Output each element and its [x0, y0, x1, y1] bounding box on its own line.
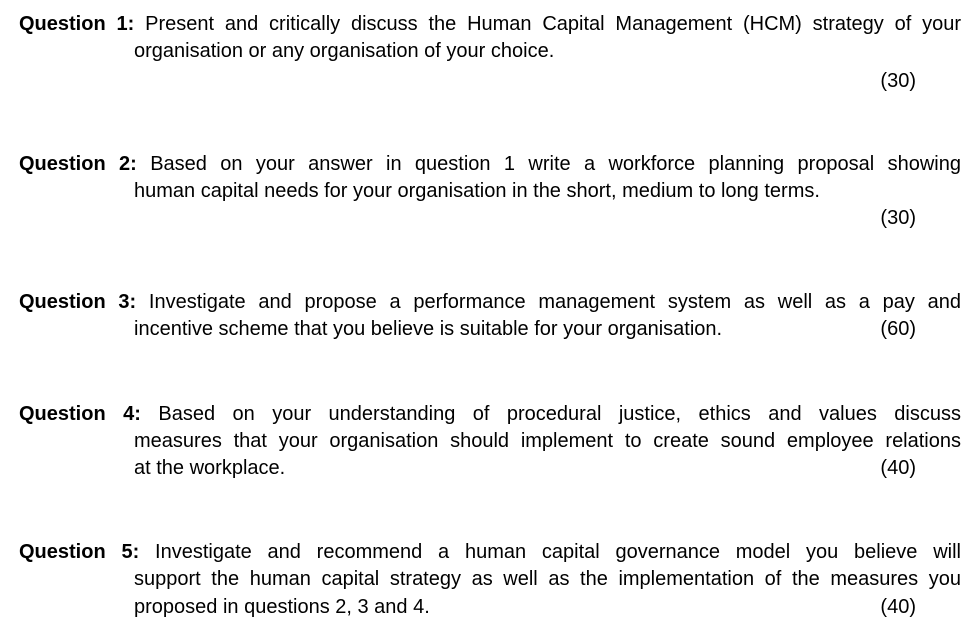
question-3-marks: (60)	[880, 318, 916, 340]
question-5-label: Question 5:	[19, 541, 140, 563]
question-1-marks: (30)	[880, 70, 916, 92]
question-5-text-line-1: Investigate and recommend a human capital governance model you believe will	[155, 541, 961, 563]
question-4-text-line-3: at the workplace.	[134, 457, 286, 479]
question-4-label: Question 4:	[19, 403, 141, 425]
question-4-first-line	[19, 401, 961, 427]
question-4-marks: (40)	[880, 457, 916, 479]
question-3-text-line-1: Investigate and propose a performance management system as well as a pay and	[148, 291, 961, 313]
question-3-label: Question 3:	[19, 291, 137, 313]
question-1-label: Question 1:	[19, 13, 135, 35]
question-5-text-line-2: support the human capital strategy as well as the implementation of the measures you	[134, 568, 961, 590]
question-3-text-line-2: incentive scheme that you believe is suitable for your organisation.	[134, 318, 723, 340]
question-2-first-line	[19, 151, 961, 177]
question-3-first-line	[19, 289, 961, 315]
question-5-first-line	[19, 539, 961, 565]
question-1-text-line-1: Present and critically discuss the Human Capital Management (HCM) strategy of your	[145, 13, 962, 35]
question-1-text-line-2: organisation or any organisation of your choice.	[134, 40, 555, 62]
question-2-label: Question 2:	[19, 153, 137, 175]
question-5-marks: (40)	[880, 596, 916, 618]
question-2-text-line-1: Based on your answer in question 1 write a workforce planning proposal showing	[150, 153, 961, 175]
question-4-text-line-2: measures that your organisation should implement to create sound employee relations	[134, 430, 961, 452]
question-5-text-line-3: proposed in questions 2, 3 and 4.	[134, 596, 430, 618]
question-4-text-line-1: Based on your understanding of procedural justice, ethics and values discuss	[158, 403, 961, 425]
question-1-first-line	[19, 11, 961, 37]
question-2-text-line-2: human capital needs for your organisation in the short, medium to long terms.	[134, 180, 820, 202]
question-2-marks: (30)	[880, 207, 916, 229]
